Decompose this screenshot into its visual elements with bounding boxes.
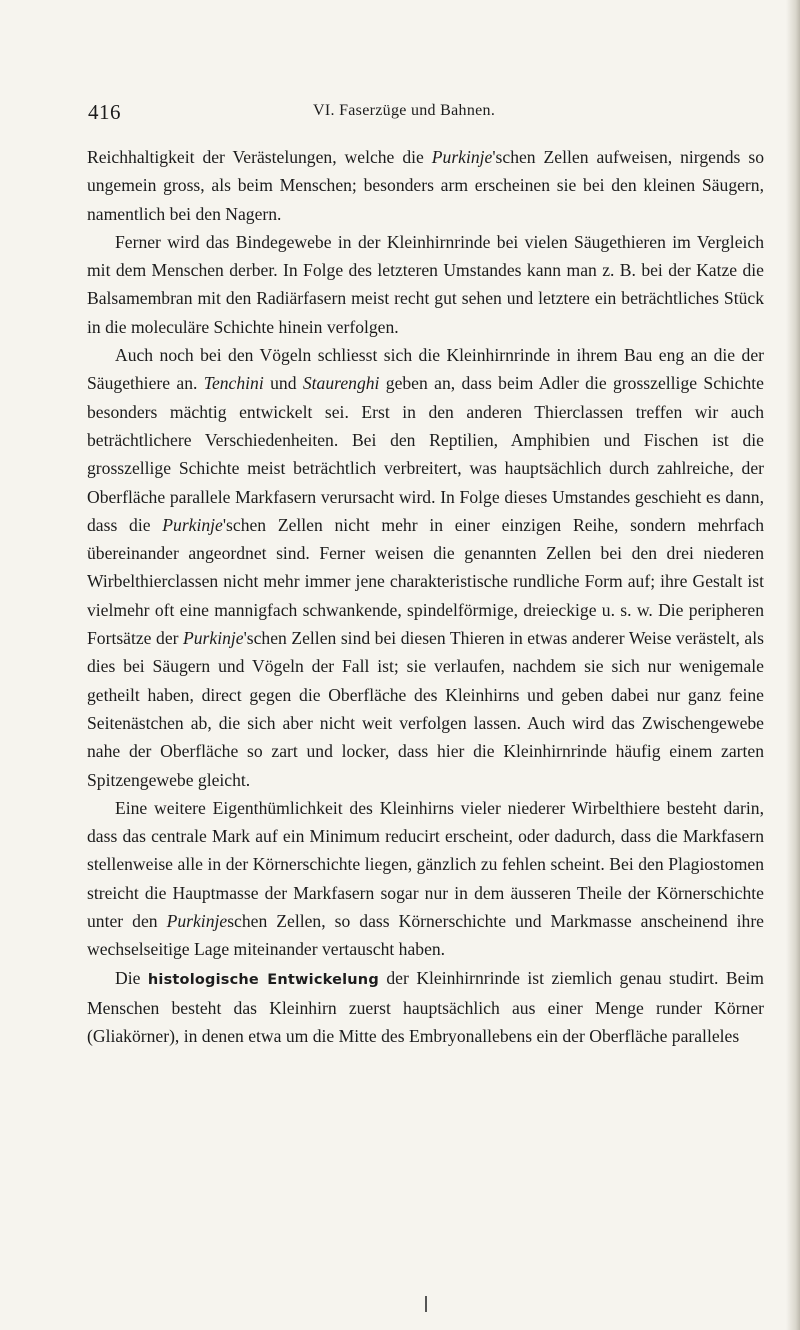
text-run: 'schen Zellen nicht mehr in einer einzigen Reihe, sondern mehrfach übereinander angeordnet sind. Ferner weisen die genannten Zellen bei den drei niederen Wirbelthierclassen nicht mehr immer jene charakteristische rundliche Form auf; ihre Gestalt ist vielmehr oft eine mannigfach schwankende, spindelförmige, dreieckige u. s. w. Die peripheren Fortsätze der xyxy=(87,514,765,649)
running-head: VI. Faserzüge und Bahnen. xyxy=(313,102,496,119)
text-run: schen Zellen, so dass Körnerschichte und Markmasse anscheinend ihre wechselseitige Lage miteinander vertauscht haben. xyxy=(87,911,764,960)
text-run: geben an, dass beim Adler die grosszellige Schichte besonders mächtig entwickelt sei. Erst in den anderen Thierclassen treffen wir auch beträchtlichere Verschiedenheiten. Bei den Reptilien, Amphibien und Fischen ist die grosszellige Schichte meist beträchtlich verbreitert, was hauptsächlich durch zahlreiche, der Oberfläche parallele Markfasern verursacht wird. In Folge dieses Umstandes geschieht es dann, dass die xyxy=(87,373,764,535)
author-name: Purkinje xyxy=(162,514,223,535)
text-run: Auch noch bei den Vögeln schliesst sich die Kleinhirnrinde in ihrem Bau eng an die der Säugethiere an. xyxy=(87,345,764,394)
page-edge-shadow xyxy=(786,0,800,1330)
author-name: Staurenghi xyxy=(302,373,380,394)
page-header xyxy=(88,100,764,124)
text-run: Die xyxy=(115,967,148,988)
emphasized-term: histologische Entwickelung xyxy=(147,971,379,988)
paragraph xyxy=(87,964,764,1051)
text-run: 'schen Zellen sind bei diesen Thieren in etwas anderer Weise verästelt, als dies bei Säugern und Vögeln der Fall ist; sie verlaufen, nachdem sie sich nur wenigemale getheilt haben, direct gegen die Oberfläche des Kleinhirns und geben dabei nur ganz feine Seitenästchen ab, die sich aber nicht weit verfolgen lassen. Auch wird das Zwischengewebe nahe der Oberfläche so zart und locker, dass hier die Kleinhirnrinde häufig einem zarten Spitzengewebe gleicht. xyxy=(87,628,764,790)
footer-mark xyxy=(425,1296,427,1312)
author-name: Purkinje xyxy=(183,628,244,649)
text-run: 'schen Zellen aufweisen, nirgends so ungemein gross, als beim Menschen; besonders arm erscheinen sie bei den kleinen Säugern, namentlich bei den Nagern. xyxy=(87,147,764,224)
body-text xyxy=(87,143,764,1051)
paragraph xyxy=(87,143,764,228)
author-name: Purkinje xyxy=(166,911,228,932)
text-run: Ferner wird das Bindegewebe in der Kleinhirnrinde bei vielen Säugethieren im Vergleich mit dem Menschen derber. In Folge des letzteren Umstandes kann man z. B. bei der Katze die Balsamembran mit den Radiärfasern meist recht gut sehen und letztere ein beträchtliches Stück in die moleculäre Schichte hinein verfolgen. xyxy=(87,231,764,337)
text-run: Reichhaltigkeit der Verästelungen, welche die xyxy=(87,147,432,167)
text-run: Eine weitere Eigenthümlichkeit des Kleinhirns vieler niederer Wirbelthiere besteht darin, dass das centrale Mark auf ein Minimum reducirt erscheint, oder dadurch, dass die Markfasern stellenweise alle in der Körnerschichte liegen, gänzlich zu fehlen scheint. Bei den Plagiostomen streicht die Hauptmasse der Markfasern sogar nur in dem äusseren Theile der Körnerschichte unter den xyxy=(87,797,764,932)
text-run: und xyxy=(263,373,303,394)
paragraph xyxy=(87,228,764,341)
paragraph xyxy=(87,794,764,964)
author-name: Tenchini xyxy=(203,373,264,394)
page-number: 416 xyxy=(88,100,121,124)
author-name: Purkinje xyxy=(431,147,493,167)
paragraph xyxy=(87,341,764,794)
text-run: der Kleinhirnrinde ist ziemlich genau studirt. Beim Menschen besteht das Kleinhirn zuerst hauptsächlich aus einer Menge runder Körner (Gliakörner), in denen etwa um die Mitte des Embryonallebens ein der Oberfläche paralleles xyxy=(87,967,764,1047)
